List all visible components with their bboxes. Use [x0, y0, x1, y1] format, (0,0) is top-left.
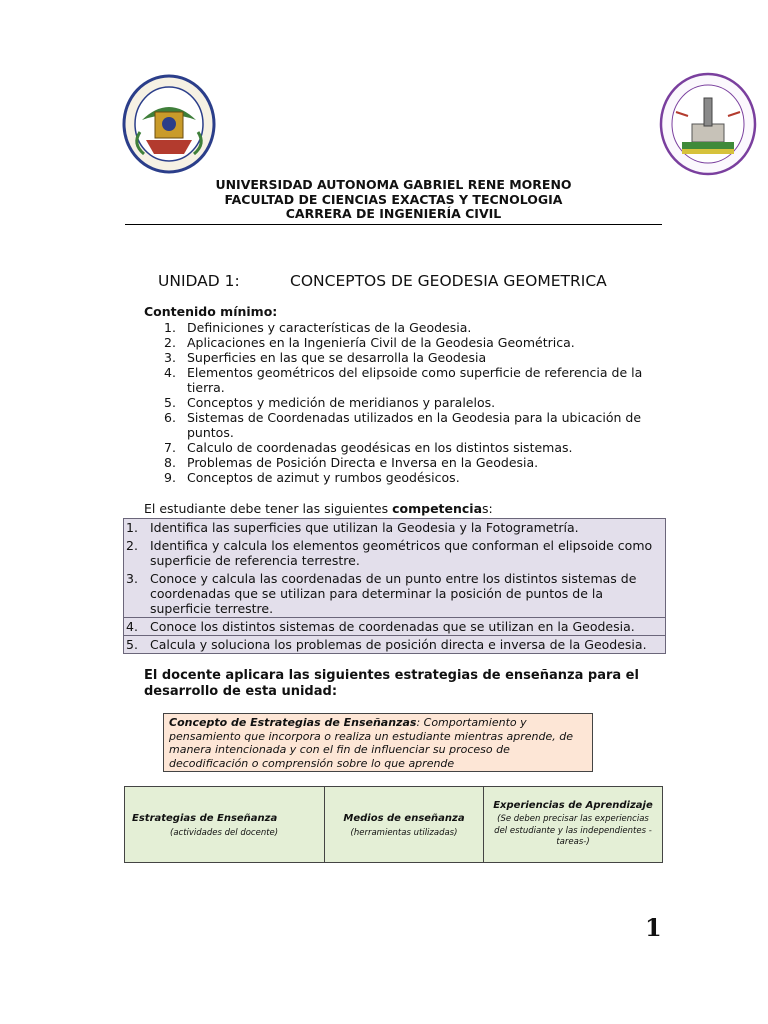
list-item: 9. Conceptos de azimut y rumbos geodésicos. — [164, 470, 460, 485]
list-item: 4. Elementos geométricos del elipsoide como superficie de referencia de la tierra. — [164, 365, 643, 395]
list-item: 1. Definiciones y características de la Geodesia. — [164, 320, 472, 335]
table-header-media: Medios de enseñanza (herramientas utilizadas) — [325, 787, 484, 862]
unit-label: UNIDAD 1: — [158, 272, 240, 290]
table-header-strategies: Estrategias de Enseñanza (actividades del docente) — [125, 787, 325, 862]
unit-title: CONCEPTOS DE GEODESIA GEOMETRICA — [290, 272, 607, 290]
list-item: 3. Superficies en las que se desarrolla la Geodesia — [164, 350, 487, 365]
institution-header — [125, 178, 662, 222]
university-seal-right — [658, 72, 758, 176]
competencies-list — [126, 520, 662, 652]
content-list — [164, 320, 654, 485]
list-item: 5. Conceptos y medición de meridianos y paralelos. — [164, 395, 496, 410]
list-item: 2. Aplicaciones en la Ingeniería Civil de la Geodesia Geométrica. — [164, 335, 575, 350]
strategies-intro: El docente aplicara las siguientes estrategias de enseñanza para el desarrollo de esta unidad: — [144, 668, 639, 699]
list-item: 5. Calcula y soluciona los problemas de posición directa e inversa de la Geodesia. — [126, 637, 647, 652]
list-item: 1. Identifica las superficies que utilizan la Geodesia y la Fotogrametría. — [126, 520, 579, 535]
strategy-concept-box: Concepto de Estrategias de Enseñanzas: Comportamiento y pensamiento que incorpora o realiza un estudiante mientras aprende, de manera intencionada y con el fin de influenciar su proceso de decodificación o comprensión sobre lo que aprende — [163, 713, 593, 772]
faculty-name: FACULTAD DE CIENCIAS EXACTAS Y TECNOLOGIA — [224, 191, 563, 207]
university-name: UNIVERSIDAD AUTONOMA GABRIEL RENE MORENO — [215, 177, 572, 192]
strategies-table — [124, 786, 663, 863]
page-number: 1 — [645, 913, 662, 942]
content-heading: Contenido mínimo: — [144, 304, 278, 319]
university-seal-left — [122, 74, 216, 174]
header-divider — [125, 224, 662, 225]
list-item: 6. Sistemas de Coordenadas utilizados en la Geodesia para la ubicación de puntos. — [164, 410, 642, 440]
list-item: 8. Problemas de Posición Directa e Inversa en la Geodesia. — [164, 455, 539, 470]
list-item: 3. Conoce y calcula las coordenadas de un punto entre los distintos sistemas de coordenadas que se utilizan para determinar la posición de puntos de la superficie terrestre. — [126, 571, 637, 616]
list-item: 4. Conoce los distintos sistemas de coordenadas que se utilizan en la Geodesia. — [126, 619, 635, 634]
list-item: 2. Identifica y calcula los elementos geométricos que conforman el elipsoide como superficie de referencia terrestre. — [126, 538, 653, 568]
list-item: 7. Calculo de coordenadas geodésicas en los distintos sistemas. — [164, 440, 573, 455]
career-name: CARRERA DE INGENIERÍA CIVIL — [285, 206, 502, 221]
table-header-experiences: Experiencias de Aprendizaje (Se deben precisar las experiencias del estudiante y las independientes -tareas-) — [493, 800, 653, 847]
competencies-intro: El estudiante debe tener las siguientes competencias: — [144, 501, 493, 516]
